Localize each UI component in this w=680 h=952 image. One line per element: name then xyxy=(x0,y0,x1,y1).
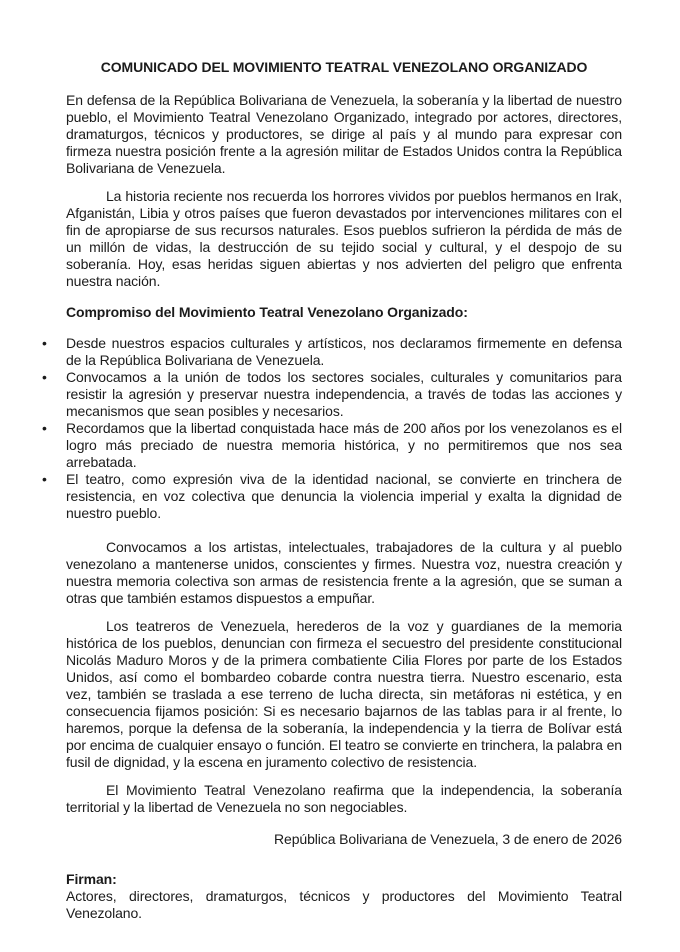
commitment-list xyxy=(66,335,622,522)
signature-label: Firman: xyxy=(66,871,117,887)
paragraph-reaffirm: El Movimiento Teatral Venezolano reafirma que la independencia, la soberanía territorial y la libertad de Venezuela no son negociables. xyxy=(66,782,622,815)
document-title: COMUNICADO DEL MOVIMIENTO TEATRAL VENEZOLANO ORGANIZADO xyxy=(100,59,588,75)
paragraph-intro: En defensa de la República Bolivariana de Venezuela, la soberanía y la libertad de nuestro pueblo, el Movimiento Teatral Venezolano Organizado, integrado por actores, directores, dramaturgos, técnicos y productores, se dirige al país y al mundo para expresar con firmeza nuestra posición frente a la agresión militar de Estados Unidos contra la República Bolivariana de Venezuela. xyxy=(66,92,622,176)
list-item: • El teatro, como expresión viva de la identidad nacional, se convierte en trinchera de resistencia, en voz colectiva que denuncia la violencia imperial y exalta la dignidad de nuestro pueblo. xyxy=(66,471,622,522)
section-heading-compromiso: Compromiso del Movimiento Teatral Venezolano Organizado: xyxy=(66,304,468,320)
paragraph-call: Convocamos a los artistas, intelectuales, trabajadores de la cultura y al pueblo venezolano a mantenerse unidos, conscientes y firmes. Nuestra voz, nuestra creación y nuestra memoria colectiva son armas de resistencia frente a la agresión, que se suman a otras que también estamos dispuestos a empuñar. xyxy=(66,539,622,606)
paragraph-teatreros: Los teatreros de Venezuela, herederos de la voz y guardianes de la memoria histórica de los pueblos, denuncian con firmeza el secuestro del presidente constitucional Nicolás Maduro Moros y de la primera combatiente Cilia Flores por parte de los Estados Unidos, así como el bombardeo cobarde contra nuestra tierra. Nuestro escenario, esta vez, también se traslada a ese terreno de lucha directa, sin metáforas ni estética, y en consecuencia fijamos posición: Si es necesario bajarnos de las tablas para ir al frente, lo haremos, porque la defensa de la soberanía, la independencia y la tierra de Bolívar está por encima de cualquier ensayo o función. El teatro se convierte en trinchera, la palabra en fusil de dignidad, y la escena en juramento colectivo de resistencia. xyxy=(66,618,622,770)
dateline: República Bolivariana de Venezuela, 3 de enero de 2026 xyxy=(274,831,622,847)
paragraph-history: La historia reciente nos recuerda los horrores vividos por pueblos hermanos en Irak, Afganistán, Libia y otros países que fueron devastados por intervenciones militares con el fin de apropiarse de sus recursos naturales. Esos pueblos sufrieron la pérdida de más de un millón de vidas, la destrucción de su tejido social y cultural, y el despojo de su soberanía. Hoy, esas heridas siguen abiertas y nos advierten del peligro que enfrenta nuestra nación. xyxy=(66,188,622,289)
signature-text: Actores, directores, dramaturgos, técnicos y productores del Movimiento Teatral Venezolano. xyxy=(66,888,622,921)
list-item: • Convocamos a la unión de todos los sectores sociales, culturales y comunitarios para resistir la agresión y preservar nuestra independencia, a través de todas las acciones y mecanismos que sean posibles y necesarios. xyxy=(66,369,622,420)
list-item: • Desde nuestros espacios culturales y artísticos, nos declaramos firmemente en defensa de la República Bolivariana de Venezuela. xyxy=(66,335,622,369)
list-item: • Recordamos que la libertad conquistada hace más de 200 años por los venezolanos es el logro más preciado de nuestra memoria histórica, y no permitiremos que nos sea arrebatada. xyxy=(66,420,622,471)
